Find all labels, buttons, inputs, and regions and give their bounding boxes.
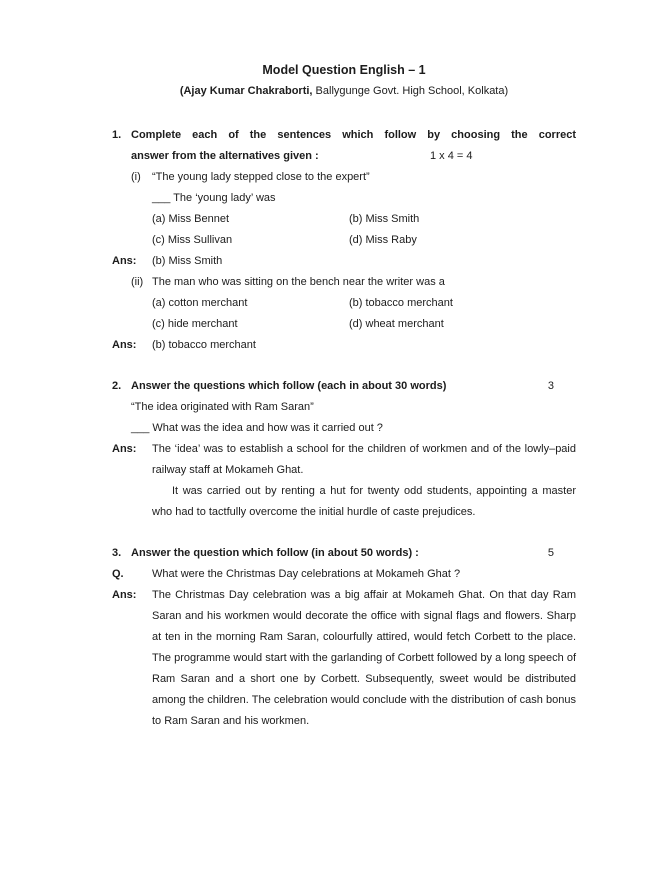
answer-row-q2 bbox=[112, 439, 576, 523]
answer-ii-text: (b) tobacco merchant bbox=[152, 339, 256, 351]
question-2-prompt: Answer the questions which follow (each in about 30 words) bbox=[131, 380, 447, 392]
question-3-text: What were the Christmas Day celebrations at Mokameh Ghat ? bbox=[152, 568, 461, 580]
author-line bbox=[112, 81, 576, 102]
question-3-q-row bbox=[112, 564, 576, 585]
sub-question-i-label: (i) bbox=[131, 171, 141, 183]
question-3 bbox=[112, 543, 576, 732]
question-2-prompt-wrap bbox=[131, 376, 576, 397]
question-2-stem: “The idea originated with Ram Saran” bbox=[131, 401, 314, 413]
option-d: (d) Miss Raby bbox=[349, 234, 417, 246]
sub-question-i-blank-line: ___ The ‘young lady’ was bbox=[152, 192, 276, 204]
sub-question-ii-stem: The man who was sitting on the bench near the writer was a bbox=[152, 276, 445, 288]
option-a: (a) cotton merchant bbox=[152, 297, 248, 309]
document-header bbox=[112, 60, 576, 102]
answer-label: Ans: bbox=[112, 255, 137, 267]
sub-question-ii bbox=[131, 272, 576, 335]
option-c: (c) Miss Sullivan bbox=[152, 234, 233, 246]
question-2-number: 2. bbox=[112, 380, 122, 392]
question-2-blank-line: ___ What was the idea and how was it carried out ? bbox=[131, 422, 383, 434]
question-1-number: 1. bbox=[112, 129, 122, 141]
question-1-prompt-line1: Complete each of the sentences which follow by choosing the correct bbox=[131, 129, 576, 141]
option-b: (b) Miss Smith bbox=[349, 213, 420, 225]
question-1 bbox=[112, 125, 576, 356]
option-c: (c) hide merchant bbox=[152, 318, 238, 330]
answer-label: Ans: bbox=[112, 339, 137, 351]
question-1-prompt-line2-wrap bbox=[131, 146, 576, 167]
author-school: Ballygunge Govt. High School, Kolkata) bbox=[312, 85, 509, 97]
sub-question-i-stem: “The young lady stepped close to the expert” bbox=[152, 171, 370, 183]
question-3-header bbox=[112, 543, 576, 564]
answer-q2-para1: The ‘idea’ was to establish a school for the children of workmen and of the lowly–paid railway staff at Mokameh Ghat. bbox=[152, 443, 576, 476]
answer-row-i bbox=[112, 251, 576, 272]
answer-q3-para: The Christmas Day celebration was a big affair at Mokameh Ghat. On that day Ram Saran and his workmen would decorate the office with signal flags and flowers. Sharp at ten in the morning Ram Saran, colourfully attired, would fetch Corbett to the place. The programme would start with the garlanding of Corbett followed by a long speech of Ram Saran and a short one by Corbett. Subsequently, sweet would be distributed among the children. The celebration would conclude with the distribution of cash bonus to Ram Saran and his workmen. bbox=[152, 589, 576, 727]
answer-label: Ans: bbox=[112, 589, 137, 601]
question-1-marks: 1 x 4 = 4 bbox=[430, 150, 473, 162]
question-2 bbox=[112, 376, 576, 523]
answer-row-ii bbox=[112, 335, 576, 356]
author-name: (Ajay Kumar Chakraborti, bbox=[179, 85, 313, 97]
sub-question-ii-content bbox=[152, 272, 576, 335]
answer-q3-text bbox=[152, 585, 576, 732]
answer-row-q3 bbox=[112, 585, 576, 732]
sub-question-i-content bbox=[152, 167, 576, 251]
option-d: (d) wheat merchant bbox=[349, 318, 444, 330]
page-title: Model Question English – 1 bbox=[262, 63, 426, 77]
question-3-number: 3. bbox=[112, 547, 122, 559]
question-2-marks: 3 bbox=[547, 380, 554, 392]
question-1-prompt bbox=[131, 125, 576, 167]
sub-question-ii-options bbox=[152, 293, 576, 335]
sub-question-i bbox=[131, 167, 576, 251]
question-2-header bbox=[112, 376, 576, 397]
option-a: (a) Miss Bennet bbox=[152, 213, 230, 225]
sub-question-ii-label: (ii) bbox=[131, 276, 144, 288]
answer-label: Ans: bbox=[112, 443, 137, 455]
sub-question-i-options bbox=[152, 209, 576, 251]
question-1-header bbox=[112, 125, 576, 167]
answer-i-text: (b) Miss Smith bbox=[152, 255, 223, 267]
answer-q2-text bbox=[152, 439, 576, 523]
question-3-prompt-wrap bbox=[131, 543, 576, 564]
question-3-marks: 5 bbox=[547, 547, 554, 559]
question-3-prompt: Answer the question which follow (in about 50 words) : bbox=[131, 547, 419, 559]
q-label: Q. bbox=[112, 568, 124, 580]
answer-q2-para2: It was carried out by renting a hut for twenty odd students, appointing a master who had to tactfully overcome the initial hurdle of caste prejudices. bbox=[152, 485, 576, 518]
question-1-prompt-line2: answer from the alternatives given : bbox=[131, 150, 319, 162]
option-b: (b) tobacco merchant bbox=[349, 297, 453, 309]
